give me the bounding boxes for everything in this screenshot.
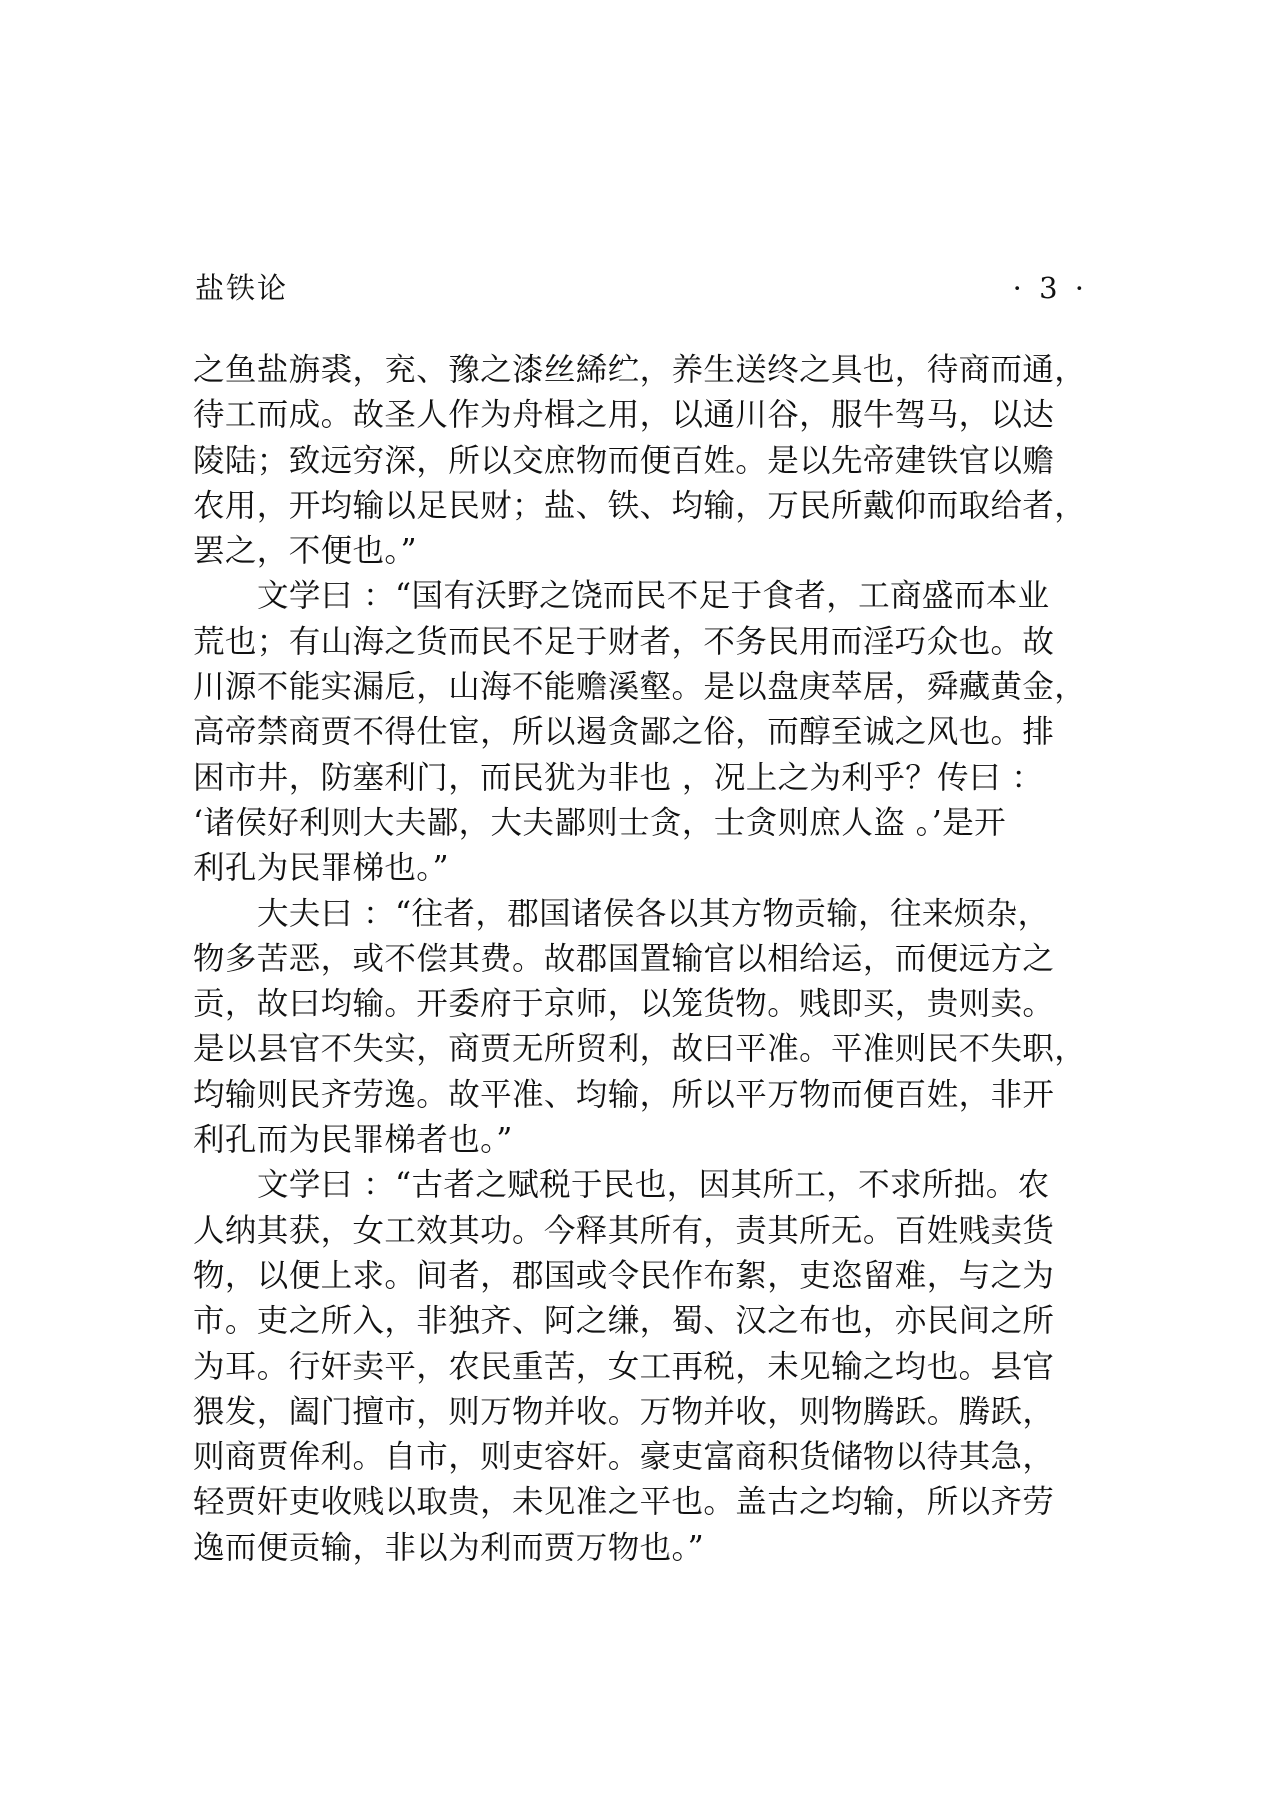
text-line: 利孔而为民罪梯者也。” <box>193 1122 513 1159</box>
text-line: 困市井，防塞利门，而民犹为非也 ，况上之为利乎？传曰 ： <box>193 759 1044 796</box>
text-line: 陵陆；致远穷深，所以交庶物而便百姓。是以先帝建铁官以赡 <box>193 442 1055 479</box>
text-line: 轻贾奸吏收贱以取贵，未见准之平也。盖古之均输，所以齐劳 <box>193 1484 1055 1521</box>
text-line: 川源不能实漏卮，山海不能赡溪壑。是以盘庚萃居，舜藏黄金， <box>193 669 1087 706</box>
text-line: 罢之，不便也。” <box>193 533 418 570</box>
text-line: ‘诸侯好利则大夫鄙，大夫鄙则士贪，士贪则庶人盗 。’是开 <box>193 804 1006 841</box>
text-line: 则商贾侔利。自市，则吏容奸。豪吏富商积货储物以待其急， <box>193 1439 1055 1476</box>
text-line: 是以县官不失实，商贾无所贸利，故曰平准。平准则民不失职， <box>193 1031 1087 1068</box>
text-line: 物，以便上求。间者，郡国或令民作布絮，吏恣留难，与之为 <box>193 1257 1055 1294</box>
text-line: 市。吏之所入，非独齐、阿之缣，蜀、汉之布也，亦民间之所 <box>193 1303 1055 1340</box>
text-line: 农用，开均输以足民财；盐、铁、均输，万民所戴仰而取给者， <box>193 487 1087 524</box>
text-line: 待工而成。故圣人作为舟楫之用，以通川谷，服牛驾马，以达 <box>193 397 1055 434</box>
paragraph-first-line: 大夫曰 ：“往者，郡国诸侯各以其方物贡输，往来烦杂， <box>257 895 1050 932</box>
body-text <box>193 348 1093 1571</box>
text-line: 逸而便贡输，非以为利而贾万物也。” <box>193 1529 705 1566</box>
paragraph-first-line: 文学曰 ：“国有沃野之饶而民不足于食者，工商盛而本业 <box>257 578 1050 615</box>
text-line: 荒也；有山海之货而民不足于财者，不务民用而淫巧众也。故 <box>193 623 1055 660</box>
text-line: 为耳。行奸卖平，农民重苦，女工再税，未见输之均也。县官 <box>193 1348 1055 1385</box>
text-line: 利孔为民罪梯也。” <box>193 850 449 887</box>
text-line: 之鱼盐旃裘，兖、豫之漆丝絺纻，养生送终之具也，待商而通， <box>193 352 1087 388</box>
text-line: 均输则民齐劳逸。故平准、均输，所以平万物而便百姓，非开 <box>193 1076 1055 1113</box>
text-line: 高帝禁商贾不得仕宦，所以遏贪鄙之俗，而醇至诚之风也。排 <box>193 714 1055 751</box>
book-title: 盐铁论 <box>195 271 289 305</box>
text-line: 猥发，阖门擅市，则万物并收。万物并收，则物腾跃。腾跃， <box>193 1393 1055 1430</box>
text-line: 物多苦恶，或不偿其费。故郡国置输官以相给运，而便远方之 <box>193 940 1055 977</box>
running-header <box>195 266 1088 310</box>
paragraph-first-line: 文学曰 ：“古者之赋税于民也，因其所工，不求所拙。农 <box>257 1167 1050 1204</box>
text-line: 贡，故曰均输。开委府于京师，以笼货物。贱即买，贵则卖。 <box>193 986 1055 1023</box>
page-number: · 3 · <box>1012 271 1088 305</box>
text-line: 人纳其获，女工效其功。今释其所有，责其所无。百姓贱卖货 <box>193 1212 1055 1249</box>
